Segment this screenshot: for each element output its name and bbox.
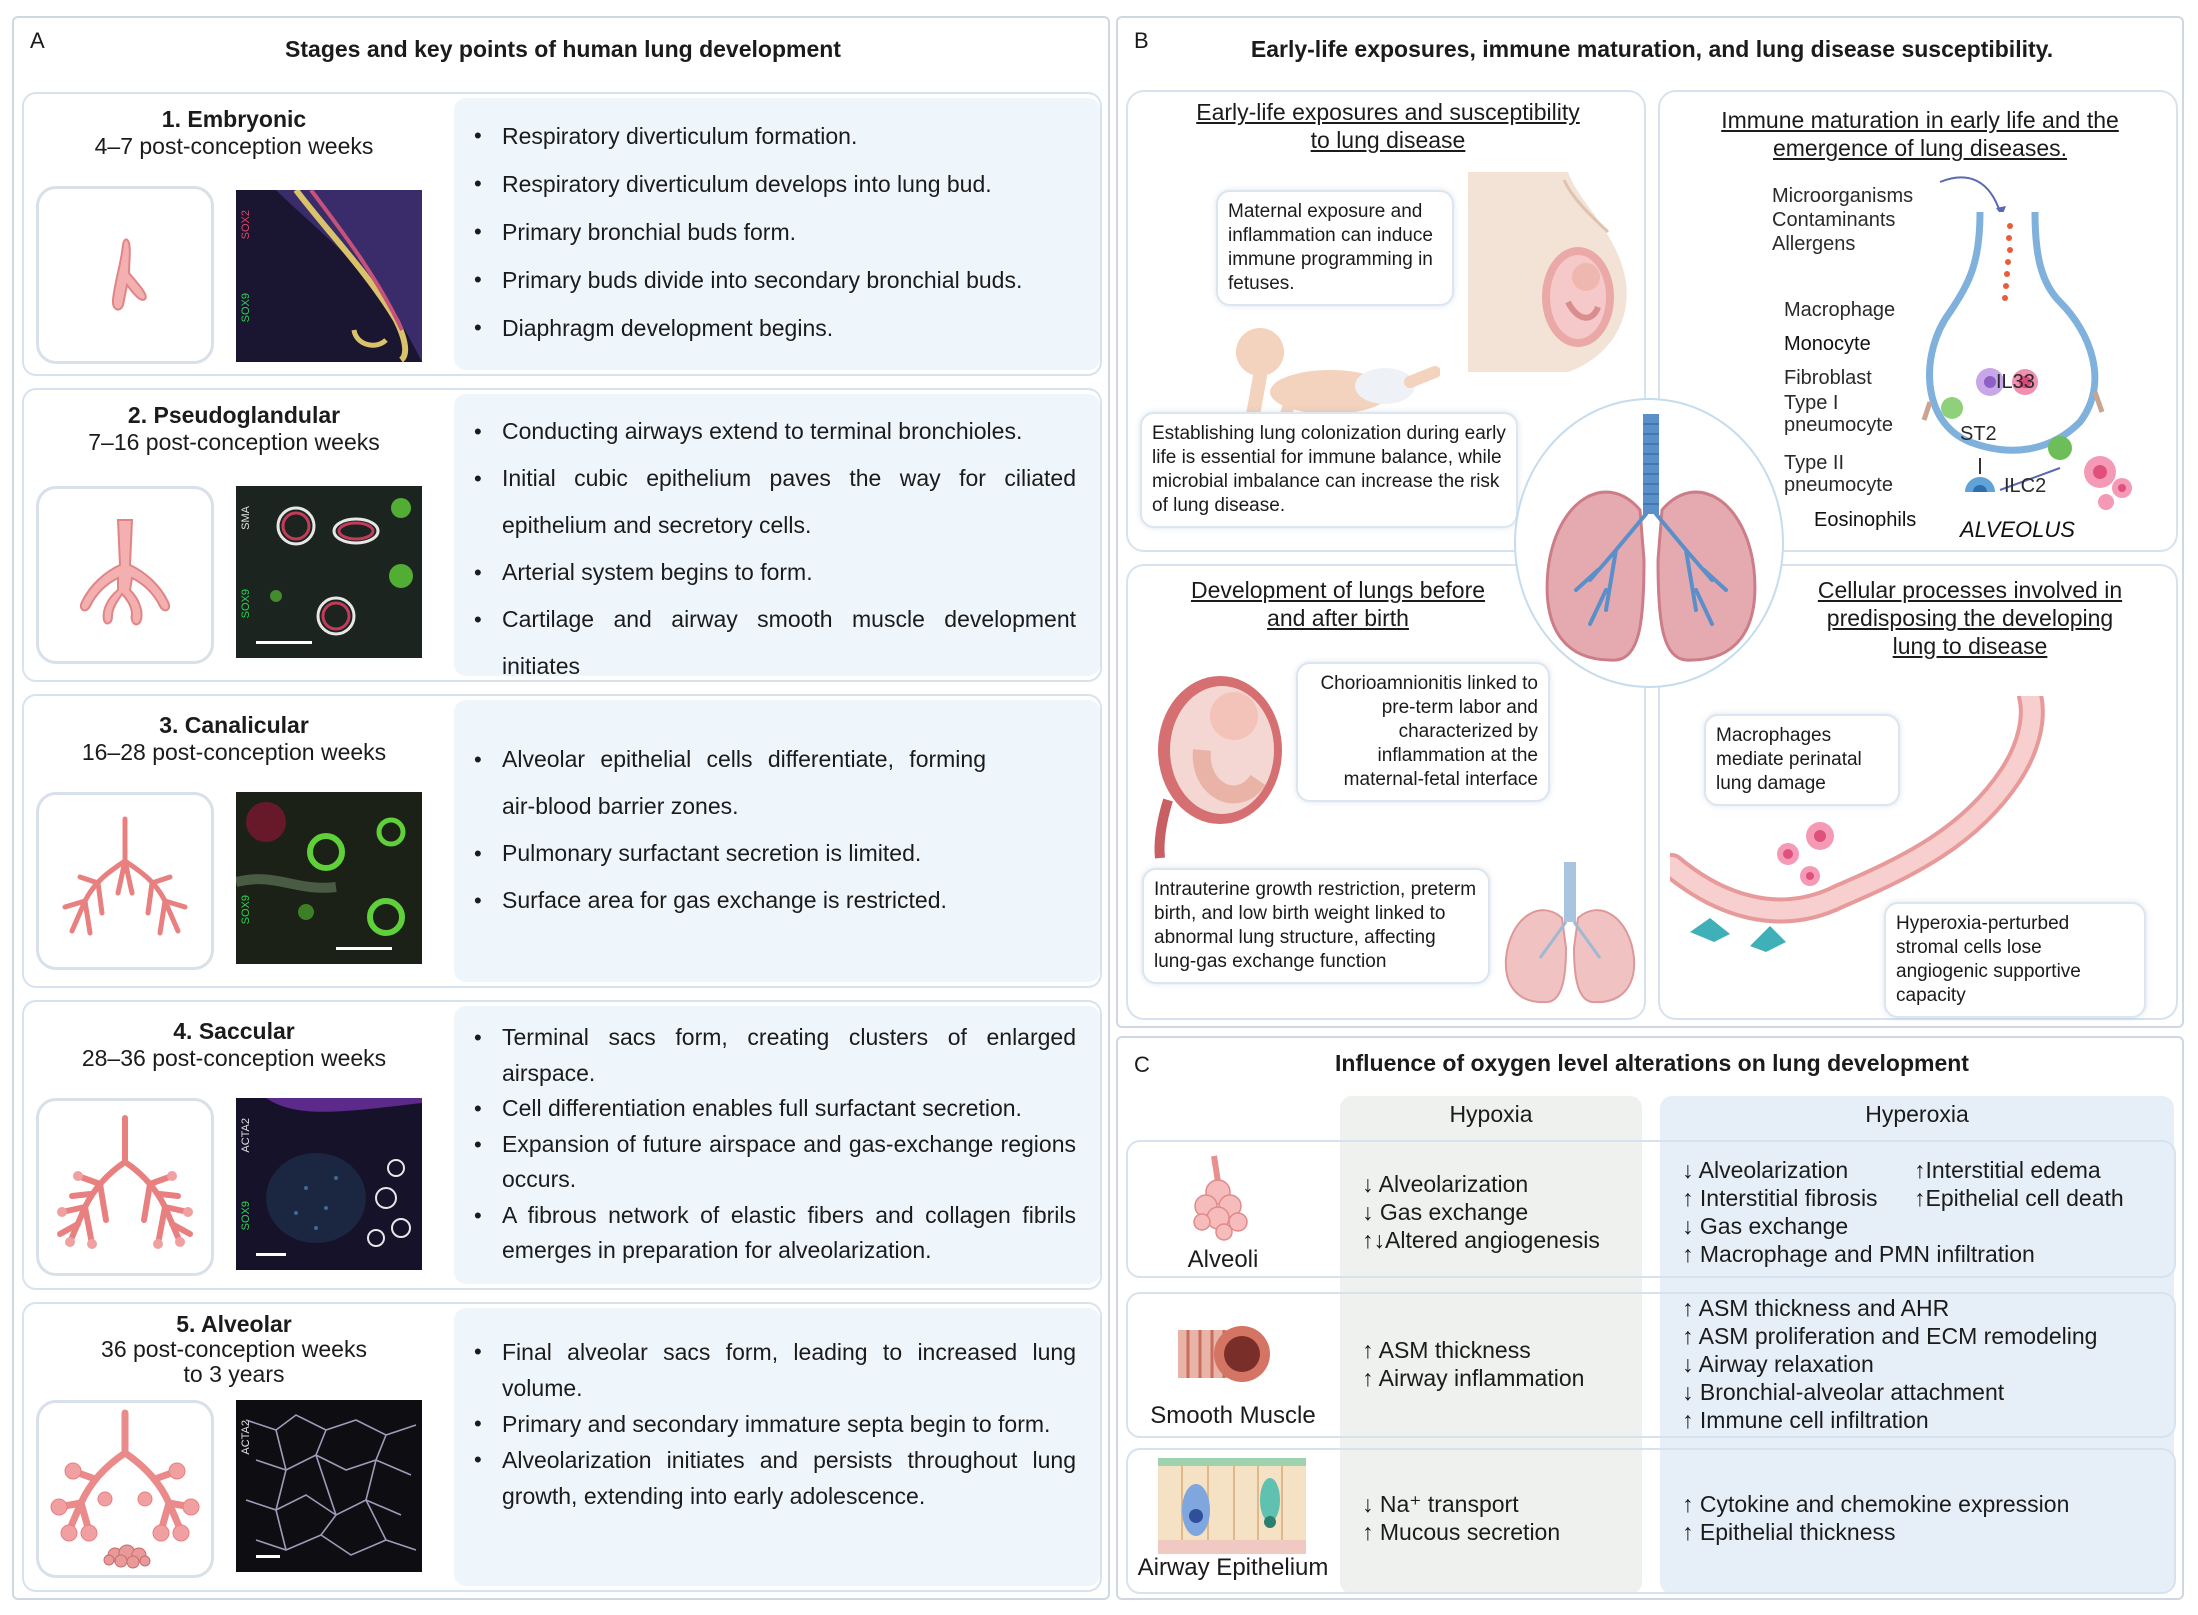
small-lungs-icon bbox=[1500, 858, 1640, 1008]
effect-item: ↑ ASM thickness and AHR bbox=[1682, 1295, 1950, 1321]
stage-bullets bbox=[454, 98, 1100, 370]
effect-item: ↓ Bronchial-alveolar attachment bbox=[1682, 1379, 2005, 1405]
stage-name: 1. Embryonic bbox=[161, 106, 307, 132]
hyperoxia-epithelium-effects bbox=[1682, 1490, 2069, 1546]
macrophage-label: Macrophage bbox=[1784, 299, 1896, 321]
effect-item: ↓ Alveolarization bbox=[1682, 1157, 1849, 1183]
stage-period: 16–28 post-conception weeks bbox=[81, 739, 387, 765]
effect-item: ↑ Immune cell infiltration bbox=[1682, 1407, 1929, 1433]
title-line: Immune maturation in early life and the bbox=[1721, 107, 2119, 133]
panel-c-letter: C bbox=[1134, 1052, 1150, 1077]
eosinophil-cluster-icon bbox=[2070, 452, 2140, 522]
panel-a-letter: A bbox=[30, 28, 45, 53]
row-label-smooth-muscle: Smooth Muscle bbox=[1150, 1402, 1316, 1429]
stage-period: 36 post-conception weeks bbox=[101, 1336, 367, 1362]
alveolus-diagram bbox=[1910, 172, 2110, 492]
bullet-item: • Respiratory diverticulum formation. bbox=[472, 112, 1076, 160]
alveolus-label: ALVEOLUS bbox=[1960, 517, 2075, 542]
pseudoglandular-lung-icon bbox=[36, 486, 214, 664]
bullet-item: • Respiratory diverticulum develops into lung bud. bbox=[472, 160, 1076, 208]
colonization-callout: Establishing lung colonization during early life is essential for immune balance, while microbial imbalance can increase the risk of lung disease. bbox=[1140, 412, 1518, 528]
stage-header bbox=[24, 106, 444, 160]
bullet-item: • Initial cubic epithelium paves the way for ciliated epithelium and secretory cells. bbox=[472, 455, 1076, 549]
hyperoxia-smooth-muscle-effects bbox=[1682, 1294, 2097, 1434]
lungs-icon bbox=[1536, 410, 1766, 670]
stage-period: 28–36 post-conception weeks bbox=[81, 1045, 387, 1071]
stain-label-green: SOX9 bbox=[240, 588, 252, 618]
title-line: lung to disease bbox=[1892, 633, 2048, 659]
fibroblast-label: Fibroblast bbox=[1784, 367, 1872, 389]
hyperoxia-alveoli-effects-right bbox=[1914, 1156, 2124, 1212]
macrophages-callout: Macrophages mediate perinatal lung damage bbox=[1704, 714, 1900, 806]
bullet-item: • Cartilage and airway smooth muscle development initiates bbox=[472, 596, 1076, 690]
effect-item: ↑ Interstitial fibrosis bbox=[1682, 1185, 1878, 1211]
stage-name: 4. Saccular bbox=[173, 1018, 295, 1044]
maternal-callout: Maternal exposure and inflammation can induce immune programming in fetuses. bbox=[1216, 190, 1454, 306]
panel-c-title: Influence of oxygen level alterations on lung development bbox=[1335, 1050, 1969, 1076]
bullet-item: • Arterial system begins to form. bbox=[472, 549, 1076, 596]
saccular-micrograph bbox=[236, 1098, 422, 1270]
exposure-list bbox=[1772, 184, 1913, 256]
stage-period-extension: to 3 years bbox=[183, 1361, 285, 1387]
cellular-processes-title bbox=[1760, 576, 2180, 660]
stage-period: 4–7 post-conception weeks bbox=[94, 133, 374, 159]
stage-bullets bbox=[454, 1308, 1100, 1586]
title-line: Cellular processes involved in bbox=[1817, 577, 2123, 603]
stage-embryonic bbox=[22, 92, 1102, 376]
stain-label-green: SOX9 bbox=[240, 292, 252, 322]
bullet-item: • Conducting airways extend to terminal bronchioles. bbox=[472, 408, 1076, 455]
stage-header bbox=[24, 1018, 444, 1072]
bullet-item: • Cell differentiation enables full surfactant secretion. bbox=[472, 1091, 1076, 1127]
effect-item: ↓ Gas exchange bbox=[1682, 1213, 1849, 1239]
row-label-airway-epithelium: Airway Epithelium bbox=[1137, 1554, 1329, 1581]
exposure-item: Microorganisms bbox=[1772, 185, 1914, 207]
embryonic-micrograph bbox=[236, 190, 422, 362]
stage-header bbox=[24, 1312, 444, 1387]
label-line: Type II bbox=[1784, 452, 1845, 474]
central-lungs-circle bbox=[1514, 398, 1784, 688]
bullet-item: • Pulmonary surfactant secretion is limited. bbox=[472, 830, 1076, 877]
scale-bar bbox=[336, 947, 392, 950]
pseudoglandular-micrograph bbox=[236, 486, 422, 658]
panel-b-title: Early-life exposures, immune maturation, and lung disease susceptibility. bbox=[1250, 36, 2054, 62]
stain-label-white: ACTA2 bbox=[240, 1118, 252, 1153]
effect-item: ↓ Gas exchange bbox=[1362, 1199, 1529, 1225]
st2-label: ST2 bbox=[1960, 423, 1997, 445]
stain-label-green: SOX9 bbox=[240, 894, 252, 924]
bullet-item: • Primary bronchial buds form. bbox=[472, 208, 1076, 256]
scale-bar bbox=[256, 641, 312, 644]
il33-label: IL33 bbox=[1996, 371, 2035, 393]
eosinophils-label: Eosinophils bbox=[1814, 509, 1917, 531]
scale-bar bbox=[256, 1253, 286, 1256]
title-line: emergence of lung diseases. bbox=[1772, 135, 2068, 161]
exposure-item: Allergens bbox=[1772, 233, 1856, 255]
scale-bar bbox=[256, 1555, 280, 1558]
effect-item: ↑↓Altered angiogenesis bbox=[1362, 1227, 1600, 1253]
airway-epithelium-icon bbox=[1158, 1458, 1306, 1558]
bullet-item: • Primary buds divide into secondary bronchial buds. bbox=[472, 256, 1076, 304]
bullet-item: • Alveolarization initiates and persists throughout lung growth, extending into early adolescence. bbox=[472, 1442, 1076, 1514]
effect-item: ↑ Cytokine and chemokine expression bbox=[1682, 1491, 2070, 1517]
label-line: Type I bbox=[1784, 392, 1839, 414]
stage-alveolar bbox=[22, 1302, 1102, 1592]
hypoxia-header: Hypoxia bbox=[1449, 1101, 1533, 1127]
alveolar-micrograph bbox=[236, 1400, 422, 1572]
stage-name: 3. Canalicular bbox=[159, 712, 309, 738]
stage-canalicular bbox=[22, 694, 1102, 988]
title-line: predisposing the developing bbox=[1826, 605, 2114, 631]
smooth-muscle-icon bbox=[1168, 1314, 1278, 1394]
stain-label-red: SOX2 bbox=[240, 210, 252, 240]
embryonic-lung-icon bbox=[36, 186, 214, 364]
bullet-item: • Final alveolar sacs form, leading to increased lung volume. bbox=[472, 1334, 1076, 1406]
growth-restriction-callout: Intrauterine growth restriction, preterm birth, and low birth weight linked to abnormal lung structure, affecting lung-gas exchange function bbox=[1142, 868, 1490, 984]
fetus-in-uterus-icon bbox=[1138, 660, 1288, 860]
type1-pneumocyte-label bbox=[1784, 392, 1893, 436]
effect-item: ↑ Mucous secretion bbox=[1362, 1519, 1561, 1545]
bullet-item: • Diaphragm development begins. bbox=[472, 304, 1076, 352]
bullet-item: • Primary and secondary immature septa begin to form. bbox=[472, 1406, 1076, 1442]
hyperoxia-stromal-callout: Hyperoxia-perturbed stromal cells lose angiogenic supportive capacity bbox=[1884, 902, 2146, 1018]
exposures-title bbox=[1128, 98, 1648, 154]
exposure-item: Contaminants bbox=[1772, 209, 1896, 231]
type2-pneumocyte-label bbox=[1784, 452, 1893, 496]
panel-a-title: Stages and key points of human lung development bbox=[285, 36, 841, 62]
bullet-item: • Expansion of future airspace and gas-exchange regions occurs. bbox=[472, 1127, 1076, 1198]
effect-item: ↑Interstitial edema bbox=[1914, 1157, 2101, 1183]
ilc2-label: ILC2 bbox=[2004, 475, 2047, 497]
title-line: Early-life exposures and susceptibility bbox=[1196, 99, 1580, 125]
stage-pseudoglandular bbox=[22, 388, 1102, 682]
hypoxia-alveoli-effects bbox=[1362, 1170, 1600, 1254]
label-line: pneumocyte bbox=[1784, 414, 1893, 436]
effect-item: ↑Epithelial cell death bbox=[1914, 1185, 2124, 1211]
panel-a bbox=[12, 16, 1110, 1600]
saccular-lung-icon bbox=[36, 1098, 214, 1276]
title-line: Development of lungs before bbox=[1190, 577, 1486, 603]
monocyte-label: Monocyte bbox=[1784, 333, 1871, 355]
effect-item: ↑ Epithelial thickness bbox=[1682, 1519, 1896, 1545]
alveoli-icon bbox=[1184, 1152, 1264, 1242]
bullet-item: • A fibrous network of elastic fibers and collagen fibrils emerges in preparation for alveolarization. bbox=[472, 1198, 1076, 1269]
label-line: pneumocyte bbox=[1784, 474, 1893, 496]
stage-name: 2. Pseudoglandular bbox=[127, 402, 341, 428]
hyperoxia-header: Hyperoxia bbox=[1865, 1101, 1969, 1127]
chorioamnionitis-callout: Chorioamnionitis linked to pre-term labor and characterized by inflammation at the maternal-fetal interface bbox=[1296, 662, 1550, 802]
hypoxia-smooth-muscle-effects bbox=[1362, 1336, 1584, 1392]
stage-name: 5. Alveolar bbox=[176, 1311, 292, 1337]
stage-saccular bbox=[22, 1000, 1102, 1290]
bullet-item: • Terminal sacs form, creating clusters of enlarged airspace. bbox=[472, 1020, 1076, 1091]
canalicular-lung-icon bbox=[36, 792, 214, 970]
stain-label-green: SOX9 bbox=[240, 1200, 252, 1230]
effect-item: ↓ Alveolarization bbox=[1362, 1171, 1529, 1197]
stain-label-white: SMA bbox=[240, 506, 252, 530]
title-line: and after birth bbox=[1267, 605, 1409, 631]
panel-b-letter: B bbox=[1134, 28, 1149, 53]
stage-period: 7–16 post-conception weeks bbox=[88, 429, 380, 455]
effect-item: ↑ Macrophage and PMN infiltration bbox=[1682, 1241, 2035, 1267]
stage-bullets bbox=[454, 700, 1100, 982]
lung-development-title bbox=[1128, 576, 1548, 632]
alveolar-lung-icon bbox=[36, 1400, 214, 1578]
row-label-alveoli: Alveoli bbox=[1187, 1246, 1259, 1273]
panel-b bbox=[1116, 16, 2184, 1028]
effect-item: ↓ Na⁺ transport bbox=[1362, 1491, 1519, 1517]
stage-header bbox=[24, 712, 444, 766]
effect-item: ↑ ASM proliferation and ECM remodeling bbox=[1682, 1323, 2098, 1349]
panel-c bbox=[1116, 1036, 2184, 1600]
stain-label-white: ACTA2 bbox=[240, 1420, 252, 1455]
title-line: to lung disease bbox=[1310, 127, 1466, 153]
canalicular-micrograph bbox=[236, 792, 422, 964]
bullet-item: • Surface area for gas exchange is restricted. bbox=[472, 877, 1076, 924]
stage-header bbox=[24, 402, 444, 456]
hypoxia-epithelium-effects bbox=[1362, 1490, 1560, 1546]
stage-bullets bbox=[454, 1006, 1100, 1284]
bullet-item: • Alveolar epithelial cells differentiate, forming air-blood barrier zones. bbox=[472, 736, 1076, 830]
effect-item: ↑ ASM thickness bbox=[1362, 1337, 1531, 1363]
effect-item: ↑ Airway inflammation bbox=[1362, 1365, 1585, 1391]
pregnant-woman-icon bbox=[1468, 172, 1638, 372]
immune-maturation-title bbox=[1660, 106, 2180, 162]
stage-bullets bbox=[454, 394, 1100, 679]
effect-item: ↓ Airway relaxation bbox=[1682, 1351, 1874, 1377]
